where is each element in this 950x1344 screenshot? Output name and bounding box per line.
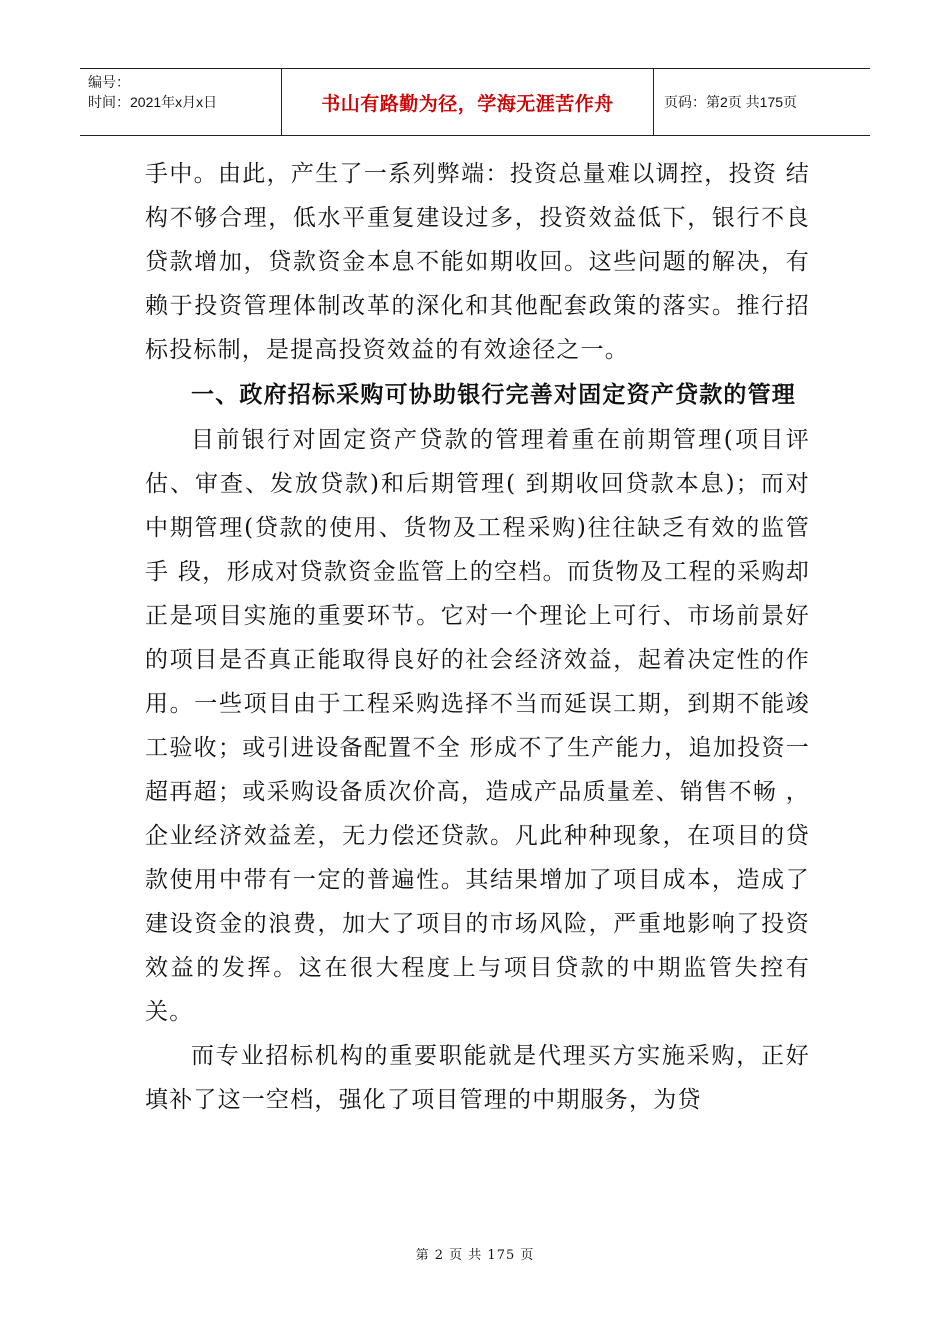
- page-footer: 第 2 页 共 175 页: [415, 1248, 535, 1263]
- header-page-info: 页码：第2页 共175页: [664, 94, 798, 110]
- paragraph-2: 目前银行对固定资产贷款的管理着重在前期管理(项目评估、审查、发放贷款)和后期管理( 到期收回贷款本息)；而对中期管理(贷款的使用、货物及工程采购)往往缺乏有效的监管手 段，形成对贷款资金监管上的空档。而货物及工程的采购却正是项目实施的重要环节。它对一个理论上可行、市场前景好的项目是否真正能取得良好的社会经济效益，起着决定性的作 用。一些项目由于工程采购选择不当而延误工期，到期不能竣工验收；或引进设备配置不全 形成不了生产能力，追加投资一超再超；或采购设备质次价高，造成产品质量差、销售不畅 ， 企业经济效益差，无力偿还贷款。凡此种种现象，在项目的贷款使用中带有一定的普遍性。其结果增加了项目成本，造成了建设资金的浪费，加大了项目的市场风险，严重地影响了投资效益的发挥。这在很大程度上与项目贷款的中期监管失控有关。: [145, 427, 810, 1025]
- section-heading-1: 一、政府招标采购可协助银行完善对固定资产贷款的管理: [191, 382, 796, 408]
- header-motto: 书山有路勤为径，学海无涯苦作舟: [282, 69, 654, 135]
- document-body: [145, 152, 810, 1122]
- paragraph-1: 手中。由此，产生了一系列弊端：投资总量难以调控，投资 结构不够合理，低水平重复建设过多，投资效益低下，银行不良贷款增加，贷款资金本息不能如期收回。这些问题的解决，有赖于投资管理体制改革的深化和其他配套政策的落实。推行招标投标制，是提高投资效益的有效途径之一。: [145, 161, 810, 363]
- page-header: [80, 68, 870, 136]
- paragraph-3: 而专业招标机构的重要职能就是代理买方实施采购，正好填补了这一空档，强化了项目管理的中期服务，为贷: [145, 1043, 810, 1113]
- header-meta: [80, 69, 282, 135]
- document-time-label: 时间：2021年x月x日: [88, 94, 218, 110]
- document-number-label: 编号：: [88, 74, 130, 90]
